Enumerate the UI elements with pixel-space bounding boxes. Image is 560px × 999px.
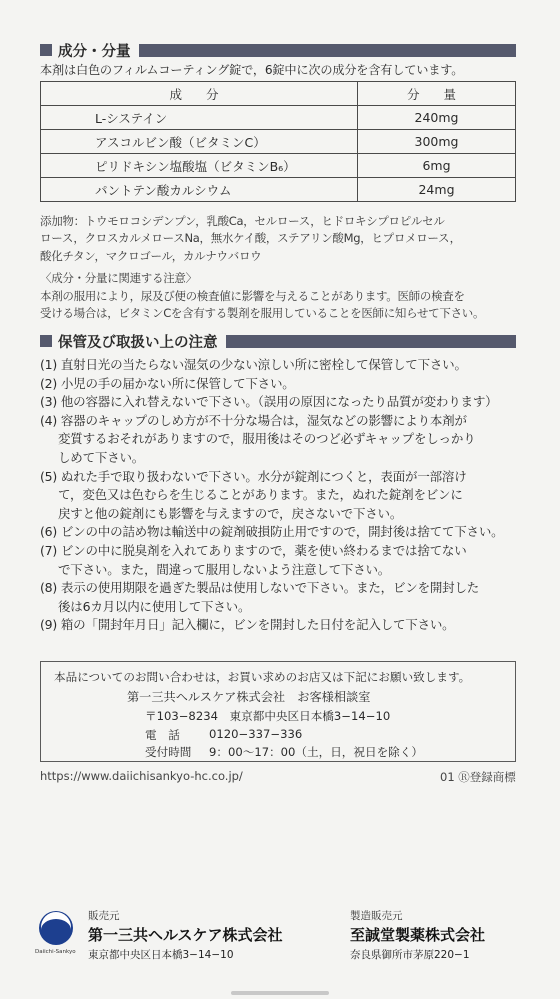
- note-title: 〈成分・分量に関連する注意〉: [40, 271, 197, 285]
- seller-company: 第一三共ヘルスケア株式会社: [88, 926, 283, 944]
- ingredients-intro: 本剤は白色のフィルムコーティング錠で，6錠中に次の成分を含有しています。: [40, 63, 464, 77]
- registered-mark-note: 01 Ⓡ登録商標: [440, 770, 516, 784]
- additives-line: 酸化チタン，マクロゴール，カルナウバロウ: [40, 249, 262, 263]
- ingredient-amount: 24mg: [358, 178, 516, 202]
- section-title: 成分・分量: [58, 43, 131, 60]
- contact-phone: 0120−337−336: [209, 727, 303, 741]
- manufacturer-address: 奈良県御所市茅原220−1: [350, 949, 470, 961]
- caution-line: しめて下さい。: [58, 450, 145, 465]
- caution-line: て，変色又は色むらを生じることがあります。また，ぬれた錠剤をビンに: [58, 487, 463, 503]
- contact-intro: 本品についてのお問い合わせは，お買い求めのお店又は下記にお願い致します。: [54, 670, 471, 684]
- home-indicator: [231, 991, 329, 995]
- contact-phone-label: 電 話: [145, 728, 180, 742]
- section-header-storage: [40, 331, 516, 351]
- daiichi-sankyo-logo-icon: [38, 910, 74, 946]
- contact-company: 第一三共ヘルスケア株式会社 お客様相談室: [127, 690, 371, 704]
- seller-address: 東京都中央区日本橋3−14−10: [88, 949, 234, 961]
- additives-line: ロース，クロスカルメロースNa，無水ケイ酸，ステアリン酸Mg，ヒプロメロース，: [40, 231, 461, 245]
- manufacturer-label: 製造販売元: [350, 910, 403, 922]
- section-header-ingredients: [40, 40, 516, 60]
- table-row: [41, 130, 516, 154]
- note-line: 本剤の服用により，尿及び便の検査値に影響を与えることがあります。医師の検査を: [40, 289, 465, 303]
- ingredient-name: アスコルビン酸（ビタミンC）: [41, 130, 358, 154]
- contact-hours-label: 受付時間: [145, 745, 192, 759]
- section-marker: [40, 335, 52, 347]
- manufacturer-company: 至誠堂製薬株式会社: [350, 926, 486, 944]
- caution-line: 変質するおそれがありますので，服用後はそのつど必ずキャップをしっかり: [58, 431, 476, 447]
- caution-line: 戻すと他の錠剤にも影響を与えますので，戻さないで下さい。: [58, 505, 403, 521]
- table-header-row: [41, 82, 516, 106]
- table-row: [41, 106, 516, 130]
- note-line: 受ける場合は，ビタミンCを含有する製剤を服用していることを医師に知らせて下さい。: [40, 306, 485, 320]
- ingredient-name: パントテン酸カルシウム: [41, 178, 358, 202]
- ingredient-amount: 6mg: [358, 154, 516, 178]
- header-amount: 分 量: [358, 82, 516, 106]
- caution-line: (2) 小児の手の届かない所に保管して下さい。: [40, 375, 295, 391]
- ingredient-name: ピリドキシン塩酸塩（ビタミンB₆）: [41, 154, 358, 178]
- caution-line: (3) 他の容器に入れ替えないで下さい。（誤用の原因になったり品質が変わります）: [40, 394, 498, 410]
- seller-block: [88, 908, 283, 962]
- caution-line: で下さい。また，間違って服用しないよう注意して下さい。: [58, 561, 391, 577]
- ingredients-table: [40, 81, 516, 202]
- seller-label: 販売元: [88, 910, 120, 922]
- ingredient-amount: 300mg: [358, 130, 516, 154]
- contact-address: 〒103−8234 東京都中央区日本橋3−14−10: [145, 709, 391, 723]
- additives-line: 添加物：トウモロコシデンプン，乳酸Ca，セルロース，ヒドロキシプロピルセル: [40, 214, 445, 228]
- contact-hours: 9：00〜17：00（土，日，祝日を除く）: [209, 745, 423, 759]
- ingredient-name: L-システイン: [41, 106, 358, 130]
- section-marker: [40, 44, 52, 56]
- website-url[interactable]: https://www.daiichisankyo-hc.co.jp/: [40, 769, 243, 783]
- caution-line: (9) 箱の「開封年月日」記入欄に，ビンを開封した日付を記入して下さい。: [40, 617, 455, 633]
- header-name: 成 分: [41, 82, 358, 106]
- section-bar: [139, 44, 517, 57]
- caution-line: (1) 直射日光の当たらない湿気の少ない涼しい所に密栓して保管して下さい。: [40, 357, 467, 372]
- caution-line: (6) ビンの中の詰め物は輸送中の錠剤破損防止用ですので，開封後は捨てて下さい。: [40, 524, 504, 540]
- logo-text: Daiichi-Sankyo: [35, 949, 76, 955]
- caution-line: 後は6カ月以内に使用して下さい。: [58, 598, 251, 614]
- ingredient-amount: 240mg: [358, 106, 516, 130]
- table-row: [41, 178, 516, 202]
- caution-line: (4) 容器のキャップのしめ方が不十分な場合は，湿気などの影響により本剤が: [40, 412, 467, 428]
- section-bar: [226, 335, 517, 348]
- manufacturer-block: [350, 908, 485, 962]
- caution-line: (7) ビンの中に脱臭剤を入れてありますので，薬を使い終わるまでは捨てない: [40, 543, 467, 558]
- table-row: [41, 154, 516, 178]
- contact-box: [40, 661, 516, 762]
- caution-line: (5) ぬれた手で取り扱わないで下さい。水分が錠剤につくと，表面が一部溶け: [40, 468, 467, 484]
- section-title: 保管及び取扱い上の注意: [58, 334, 218, 351]
- caution-line: (8) 表示の使用期限を過ぎた製品は使用しないで下さい。また，ビンを開封した: [40, 580, 480, 596]
